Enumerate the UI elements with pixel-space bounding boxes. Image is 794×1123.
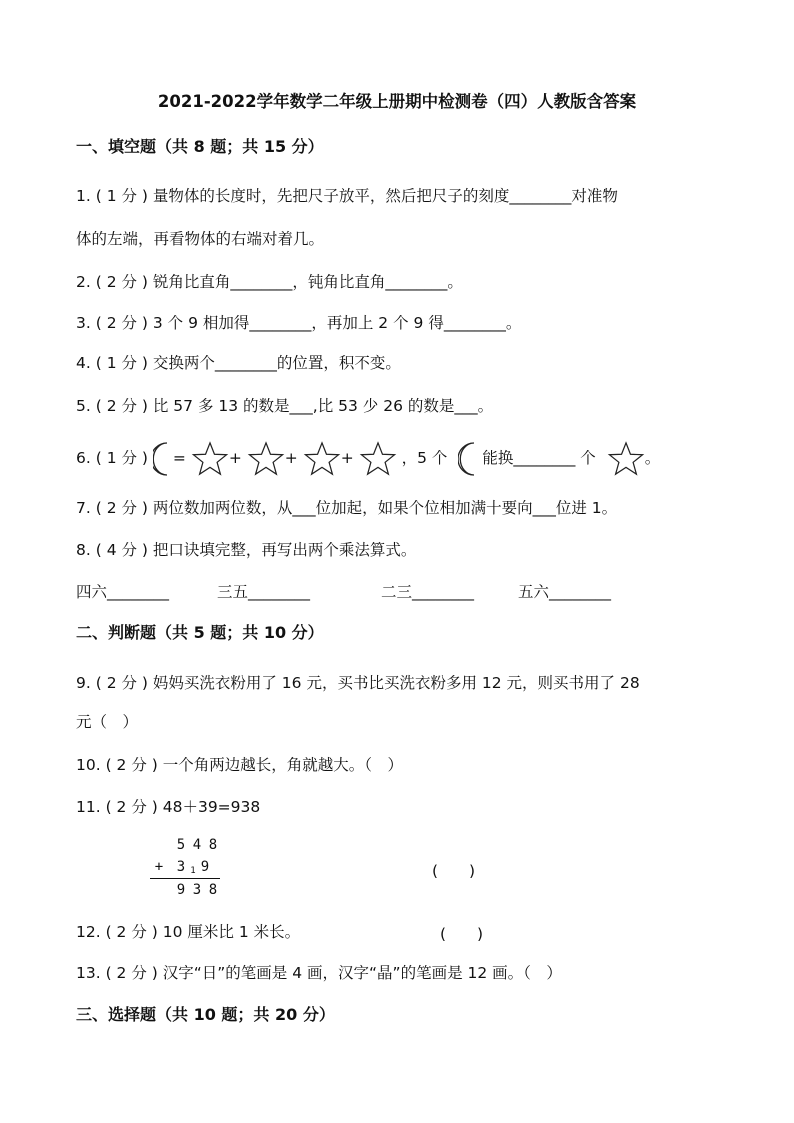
plus-sign: + [154,859,164,875]
question-8: 8. ( 4 分 ) 把口诀填完整，再写出两个乘法算式。 [76,541,417,559]
question-1-line-2: 体的左端，再看物体的右端对着几。 [76,230,325,248]
question-9-line-2: 元（ ） [76,713,139,731]
digit: 5 [176,837,186,853]
moon-icon [458,441,482,477]
section-multiple-choice-heading: 三、选择题（共 10 题；共 20 分） [76,1005,335,1024]
section-true-false-heading: 二、判断题（共 5 题；共 10 分） [76,623,324,642]
question-6 [76,438,726,478]
question-6-plus: + [340,449,354,467]
star-icon [191,441,229,477]
multiplication-rhyme-item: 二三________ [381,583,475,601]
vertical-addition [150,836,222,900]
multiplication-rhyme-item: 五六________ [518,583,612,601]
section-fill-blank-heading: 一、填空题（共 8 题；共 15 分） [76,137,324,156]
star-icon [247,441,285,477]
digit: 8 [208,837,218,853]
question-6-middle-text: ，5 个 [401,449,448,467]
question-7: 7. ( 2 分 ) 两位数加两位数，从___位加起，如果个位相加满十要向___位进 1。 [76,499,618,517]
question-6-equals: = [172,449,186,467]
star-icon [303,441,341,477]
question-6-can-exchange: 能换 [482,449,514,467]
question-12: 12. ( 2 分 ) 10 厘米比 1 米长。 [76,923,301,941]
question-3: 3. ( 2 分 ) 3 个 9 相加得________，再加上 2 个 9 得________。 [76,314,522,332]
moon-icon [153,441,173,477]
multiplication-rhyme-item: 四六________ [76,583,170,601]
question-6-end: 。 [644,449,661,467]
sum-line [150,878,220,879]
star-icon [359,441,397,477]
question-4: 4. ( 1 分 ) 交换两个________的位置，积不变。 [76,354,401,372]
digit: 9 [200,859,210,875]
question-13: 13. ( 2 分 ) 汉字“日”的笔画是 4 画，汉字“晶”的笔画是 12 画。（ ） [76,964,562,982]
digit: 9 [176,882,186,898]
question-6-plus: + [228,449,242,467]
multiplication-rhyme-item: 三五________ [217,583,311,601]
question-6-prefix: 6. ( 1 分 ) [76,449,148,467]
question-9-line-1: 9. ( 2 分 ) 妈妈买洗衣粉用了 16 元，买书比买洗衣粉多用 12 元，则买书用了 28 [76,674,640,692]
question-11: 11. ( 2 分 ) 48＋39=938 [76,798,261,816]
question-10: 10. ( 2 分 ) 一个角两边越长，角就越大。（ ） [76,756,403,774]
page-title: 2021-2022学年数学二年级上册期中检测卷（四）人教版含答案 [157,92,637,111]
digit: 4 [192,837,202,853]
question-1-line-1: 1. ( 1 分 ) 量物体的长度时，先把尺子放平，然后把尺子的刻度________对准物 [76,187,618,205]
answer-parentheses: ( ) [440,925,484,943]
question-6-blank: ________ [513,449,576,467]
question-5: 5. ( 2 分 ) 比 57 多 13 的数是___,比 53 少 26 的数是___。 [76,397,494,415]
digit: 8 [208,882,218,898]
digit: 3 [176,859,186,875]
answer-parentheses: ( ) [432,862,476,880]
star-icon [607,441,645,477]
question-6-plus: + [284,449,298,467]
question-6-unit: 个 [580,449,596,467]
digit: 3 [192,882,202,898]
carry-digit: 1 [190,866,196,876]
question-2: 2. ( 2 分 ) 锐角比直角________，钝角比直角________。 [76,273,463,291]
